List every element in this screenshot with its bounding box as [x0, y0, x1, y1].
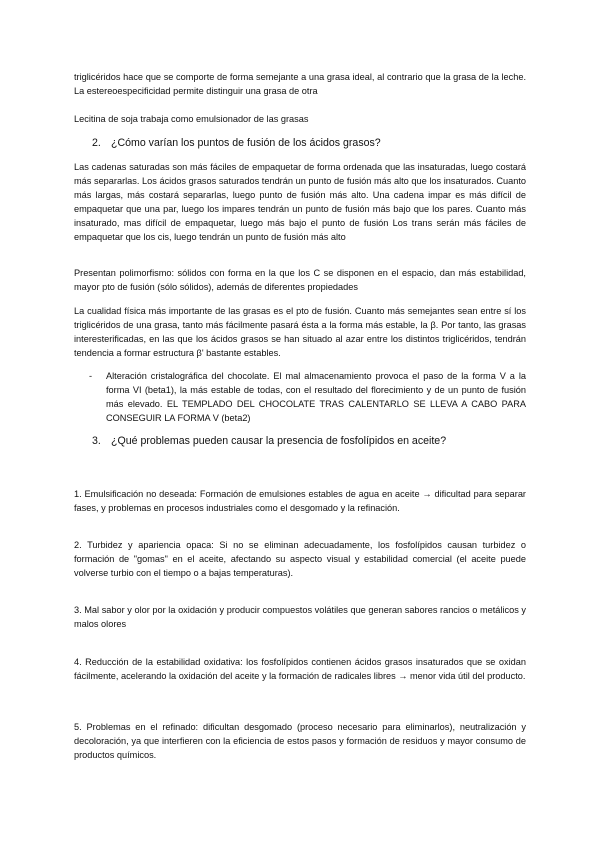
section-3-title: ¿Qué problemas pueden causar la presencia de fosfolípidos en aceite?: [111, 435, 447, 447]
problem-item-2: 2. Turbidez y apariencia opaca: Si no se eliminan adecuadamente, los fosfolípidos causan turbidez o formación de "gomas" en el aceite, afectando su aspecto visual y estabilidad comercial (el aceite puede volverse turbio con el tiempo o a bajas temperaturas).: [74, 540, 526, 578]
section-2-number: 2.: [92, 137, 101, 149]
physical-quality-paragraph: La cualidad física más importante de las grasas es el pto de fusión. Cuanto más semejantes sean entre sí los triglicéridos de una grasa, tanto más fácilmente pasará ésta a la forma más estable, la β. Por tanto, las grasas interesterificadas, en las que los ácidos grasos se han situado al azar entre los distintos triglicéridos, tendrán tendencia a formar estructura β' bastante estables.: [74, 306, 526, 358]
section-2-heading: [92, 136, 532, 150]
problem-item-5: 5. Problemas en el refinado: dificultan desgomado (proceso necesario para eliminarlos), neutralización y decoloración, ya que interfieren con la eficiencia de estos pasos y formación de residuos y mayor consumo de productos químicos.: [74, 722, 526, 760]
section-3-heading: [92, 434, 532, 448]
lecithin-note: Lecitina de soja trabaja como emulsionador de las grasas: [74, 114, 309, 124]
polymorphism-paragraph: Presentan polimorfismo: sólidos con forma en la que los C se disponen en el espacio, dan más estabilidad, mayor pto de fusión (sólo sólidos), además de diferentes propiedades: [74, 268, 526, 292]
problem-item-3: 3. Mal sabor y olor por la oxidación y producir compuestos volátiles que generan sabores rancios o metálicos y malos olores: [74, 605, 526, 629]
section-3-number: 3.: [92, 435, 101, 447]
melting-point-paragraph: Las cadenas saturadas son más fáciles de empaquetar de forma ordenada que las insaturadas, luego costará más separarlas. Los ácidos grasos saturados tendrán un punto de fusión más alto que los insaturados. Cuanto más largas, más costará separarlas, luego punto de fusión más alto. Una cadena impar es más difícil de empaquetar que una par, luego los impares tendrán un punto de fusión más bajo que los pares. Cuanto más insaturado, mas difícil de empaquetar, luego más bajo el punto de fusión Los trans serán más fáciles de empaquetar que los cis, luego tendrán un punto de fusión más alto: [74, 162, 526, 242]
bullet-dash: -: [89, 371, 93, 381]
problem-item-1: 1. Emulsificación no deseada: Formación de emulsiones estables de agua en aceite → dificultad para separar fases, y problemas en procesos industriales como el desgomado y la refinación.: [74, 489, 526, 513]
section-2-title: ¿Cómo varían los puntos de fusión de los ácidos grasos?: [111, 137, 381, 149]
chocolate-bullet: [89, 369, 526, 425]
intro-paragraph: triglicéridos hace que se comporte de forma semejante a una grasa ideal, al contrario que la grasa de la leche. La estereoespecificidad permite distinguir una grasa de otra: [74, 72, 526, 96]
chocolate-bullet-text: Alteración cristalográfica del chocolate. El mal almacenamiento provoca el paso de la forma V a la forma VI (beta1), la más estable de todas, con el resultado del florecimiento y de un punto de fusión más elevado. EL TEMPLADO DEL CHOCOLATE TRAS CALENTARLO SE LLEVA A CABO PARA CONSEGUIR LA FORMA V (beta2): [106, 371, 526, 423]
problem-item-4: 4. Reducción de la estabilidad oxidativa: los fosfolípidos contienen ácidos grasos insaturados que se oxidan fácilmente, acelerando la oxidación del aceite y la formación de radicales libres → menor vida útil del producto.: [74, 657, 526, 681]
